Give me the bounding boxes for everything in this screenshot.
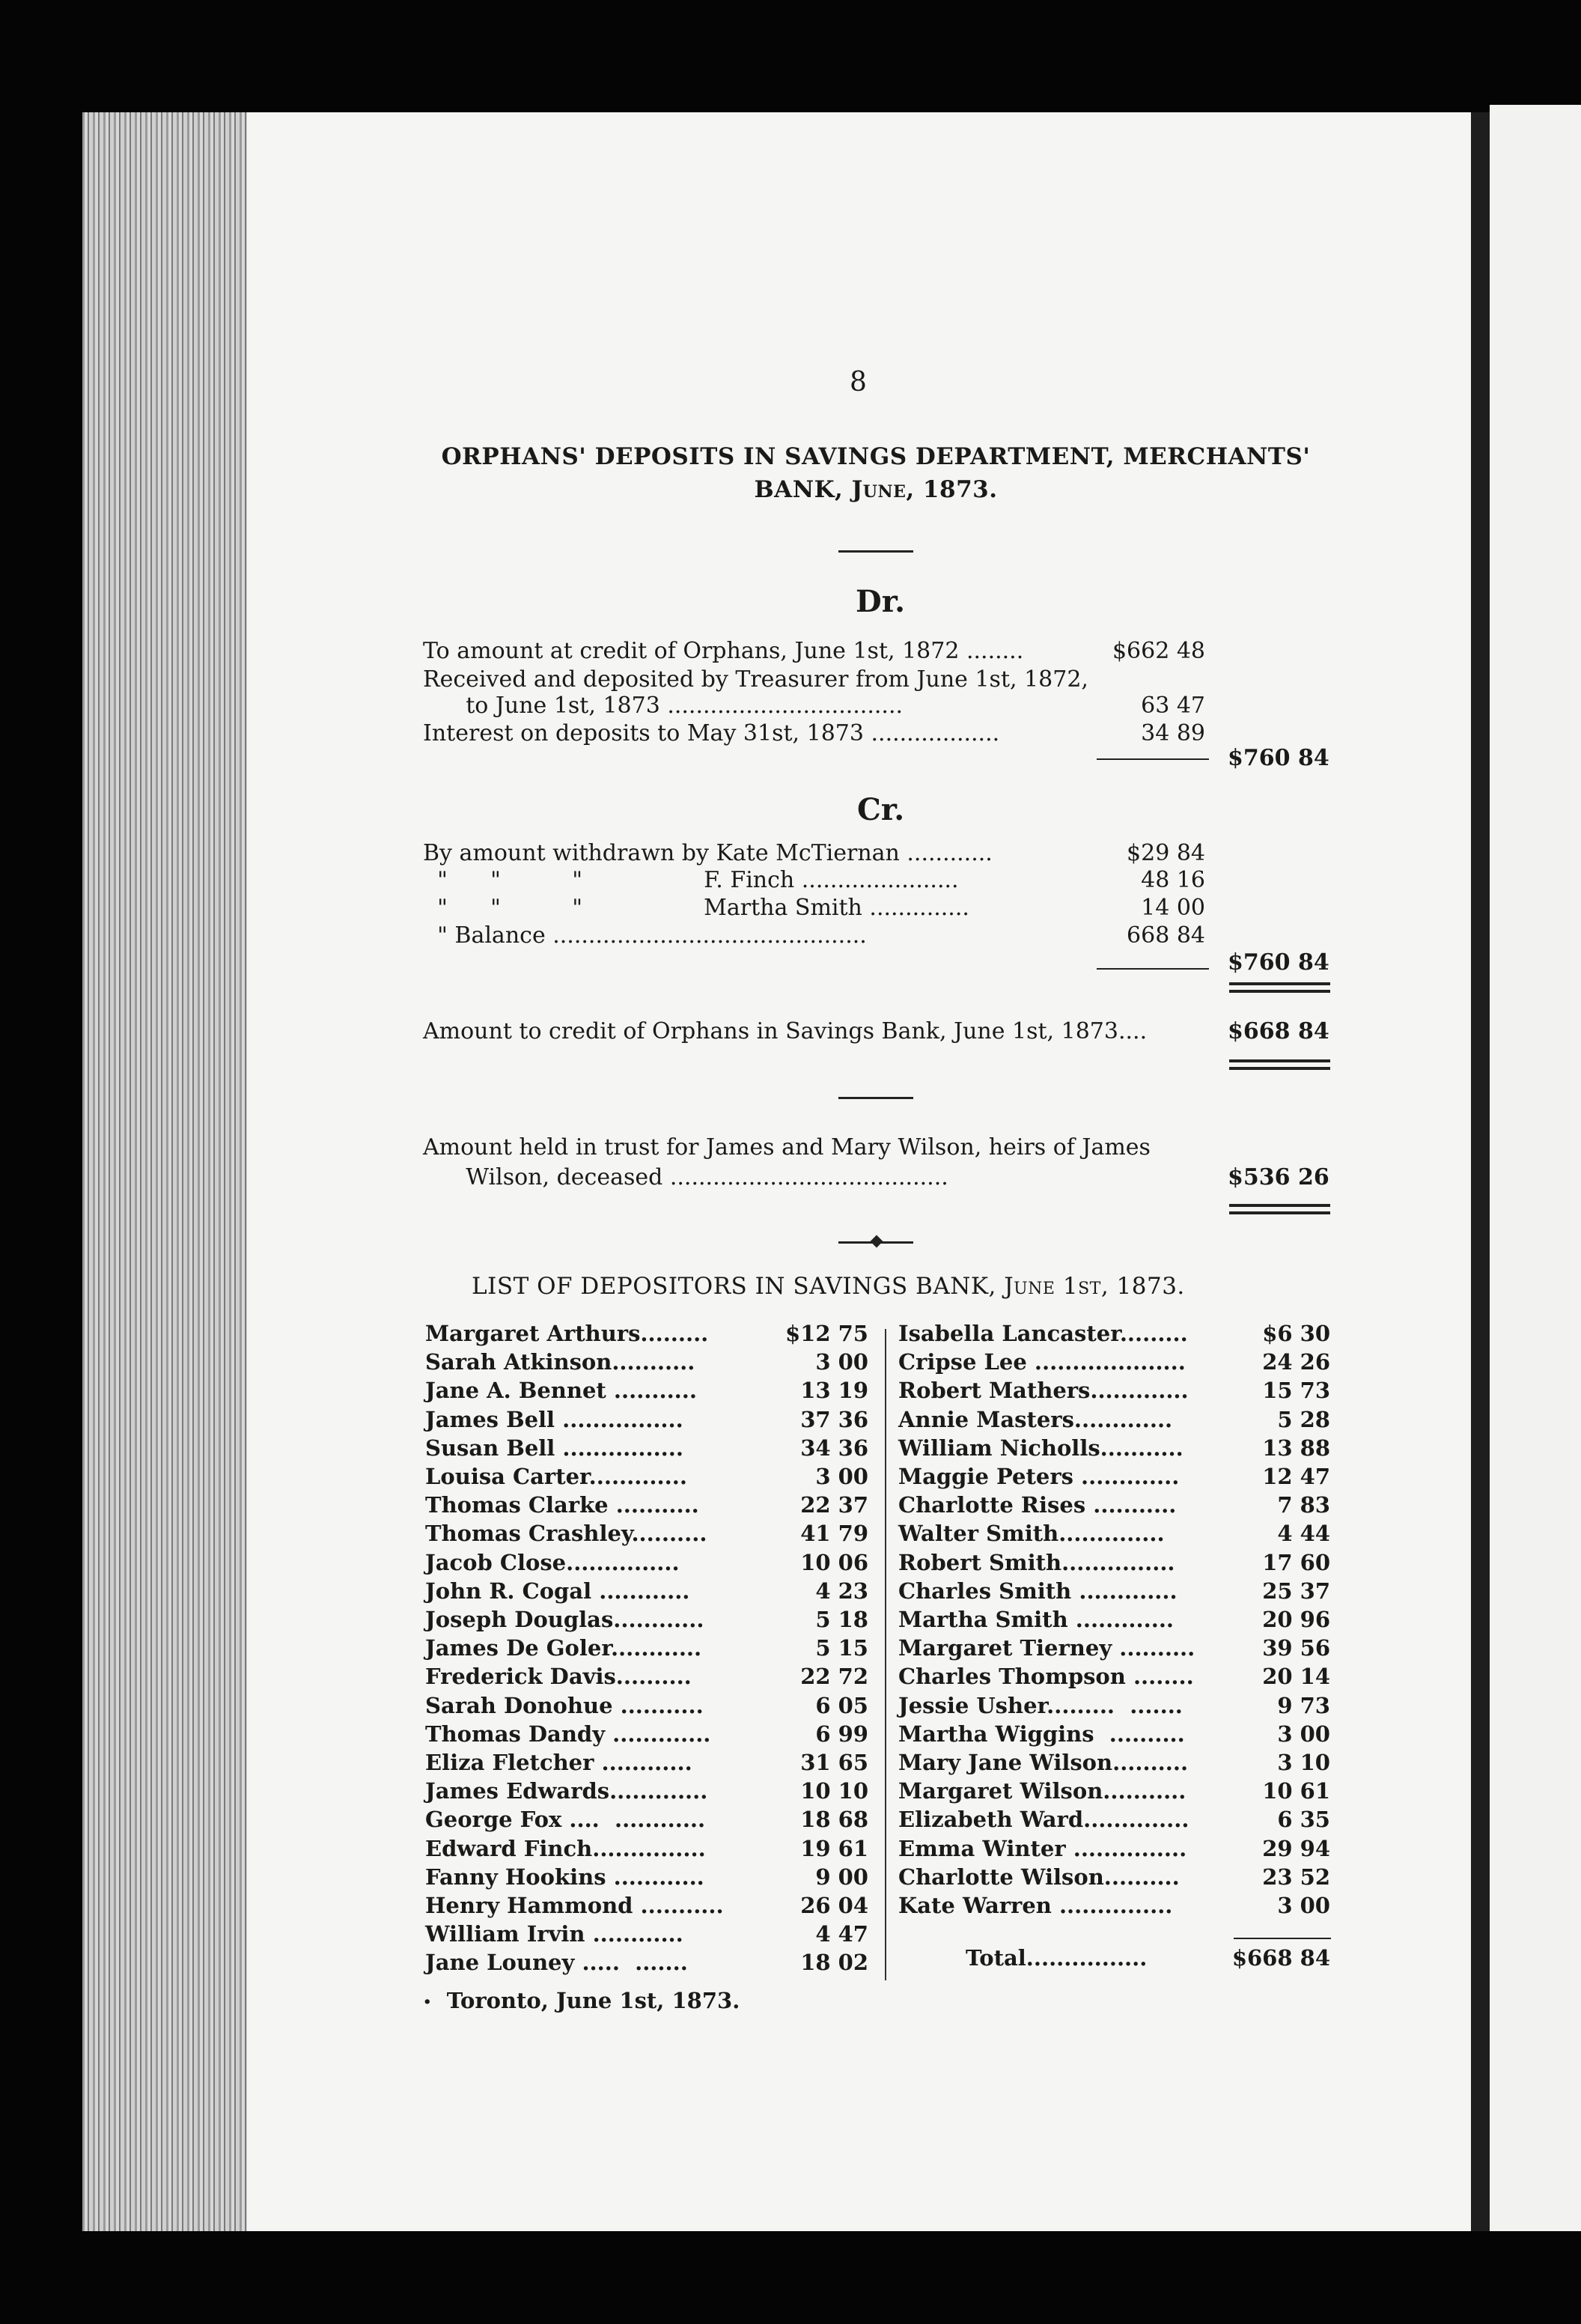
section-rule-1 xyxy=(838,1097,913,1099)
depositor-name: Charlotte Wilson.......... xyxy=(898,1864,1180,1890)
depositor-amount: 4 47 xyxy=(815,1921,868,1947)
dr-line-text: To amount at credit of Orphans, June 1st, 1872 ........ xyxy=(423,638,1024,664)
depositor-amount: 3 00 xyxy=(1277,1721,1330,1747)
depositor-amount: 9 00 xyxy=(815,1864,868,1890)
cr-heading: Cr. xyxy=(857,792,905,827)
title-line-2 xyxy=(419,473,1332,506)
depositor-amount: 31 65 xyxy=(800,1750,868,1775)
cr-line-text: " " " F. Finch ...................... xyxy=(423,867,959,893)
cr-sum-rule xyxy=(1097,968,1209,970)
depositor-name: Charlotte Rises ........... xyxy=(898,1492,1177,1518)
cr-line-text: " " " Martha Smith .............. xyxy=(423,895,969,921)
depositor-name: James Edwards............. xyxy=(425,1778,708,1804)
depositor-name: Edward Finch............... xyxy=(425,1836,706,1861)
depositor-amount: 26 04 xyxy=(800,1893,868,1918)
depositor-amount: 34 36 xyxy=(800,1435,868,1461)
depositor-name: Kate Warren ............... xyxy=(898,1893,1173,1918)
depositor-name: Frederick Davis.......... xyxy=(425,1664,692,1689)
depositor-name: Fanny Hookins ............ xyxy=(425,1864,704,1890)
depositor-amount: 18 02 xyxy=(800,1950,868,1975)
depositor-name: Thomas Crashley.......... xyxy=(425,1521,707,1546)
depositor-name: James Bell ................ xyxy=(425,1407,683,1432)
depositor-amount: 10 10 xyxy=(800,1778,868,1804)
title-year: , 1873. xyxy=(906,476,998,503)
footer-text: Toronto, June 1st, 1873. xyxy=(446,1988,740,2013)
depositor-name: Annie Masters............. xyxy=(898,1407,1173,1432)
page-title xyxy=(419,440,1332,506)
total-label: Total................ xyxy=(966,1945,1148,1971)
dr-heading: Dr. xyxy=(856,584,906,619)
title-line-1: ORPHANS' DEPOSITS IN SAVINGS DEPARTMENT, MERCHANTS' xyxy=(441,443,1311,470)
depositor-amount: 22 37 xyxy=(800,1492,868,1518)
list-title-year: , 1873. xyxy=(1100,1273,1185,1300)
dr-line-text: Received and deposited by Treasurer from June 1st, 1872, xyxy=(423,666,1088,693)
depositor-amount: 29 94 xyxy=(1262,1836,1330,1861)
credit-double-rule-2 xyxy=(1229,1067,1330,1070)
depositor-amount: 3 00 xyxy=(1277,1893,1330,1918)
depositor-name: William Nicholls........... xyxy=(898,1435,1184,1461)
cr-line-amount: $29 84 xyxy=(1127,840,1205,866)
depositor-amount: 13 19 xyxy=(800,1378,868,1403)
depositor-name: Walter Smith.............. xyxy=(898,1521,1165,1546)
depositor-name: Eliza Fletcher ............ xyxy=(425,1750,692,1775)
depositor-amount: 24 26 xyxy=(1262,1349,1330,1375)
depositor-name: Isabella Lancaster......... xyxy=(898,1321,1188,1346)
depositor-amount: 4 44 xyxy=(1277,1521,1330,1546)
depositor-amount: 3 10 xyxy=(1277,1750,1330,1775)
depositor-amount: 39 56 xyxy=(1262,1635,1330,1661)
depositor-name: Thomas Clarke ........... xyxy=(425,1492,699,1518)
cr-double-rule-1 xyxy=(1229,982,1330,985)
footer-note xyxy=(423,1988,740,2013)
depositor-amount: 41 79 xyxy=(800,1521,868,1546)
depositor-name: Mary Jane Wilson.......... xyxy=(898,1750,1189,1775)
depositor-name: Robert Mathers............. xyxy=(898,1378,1189,1403)
trust-line-1: Amount held in trust for James and Mary Wilson, heirs of James xyxy=(423,1134,1151,1161)
page-number: 8 xyxy=(850,367,867,398)
depositor-amount: 3 00 xyxy=(815,1349,868,1375)
dr-line-amount: $662 48 xyxy=(1112,638,1205,664)
credit-line-amount: $668 84 xyxy=(1228,1018,1329,1044)
depositor-amount: 5 28 xyxy=(1277,1407,1330,1432)
facing-page-edge xyxy=(1490,105,1581,2231)
depositor-name: Charles Thompson ........ xyxy=(898,1664,1194,1689)
depositor-name: Thomas Dandy ............. xyxy=(425,1721,711,1747)
depositor-name: George Fox .... ............ xyxy=(425,1807,706,1832)
depositor-amount: 10 61 xyxy=(1262,1778,1330,1804)
depositor-amount: 6 99 xyxy=(815,1721,868,1747)
depositor-name: Emma Winter ............... xyxy=(898,1836,1187,1861)
depositor-amount: 20 96 xyxy=(1262,1607,1330,1632)
depositor-amount: 23 52 xyxy=(1262,1864,1330,1890)
depositor-name: Maggie Peters ............. xyxy=(898,1464,1180,1489)
cr-total: $760 84 xyxy=(1228,949,1329,976)
depositor-name: Margaret Arthurs......... xyxy=(425,1321,709,1346)
cr-line-amount: 48 16 xyxy=(1141,867,1205,893)
depositor-name: William Irvin ............ xyxy=(425,1921,683,1947)
credit-double-rule-1 xyxy=(1229,1059,1330,1062)
list-title-date: June 1st xyxy=(1004,1273,1101,1300)
footnote-bullet: • xyxy=(423,1994,432,2010)
cr-line-text: By amount withdrawn by Kate McTiernan ............ xyxy=(423,840,993,866)
depositor-name: Cripse Lee .................... xyxy=(898,1349,1186,1375)
depositor-amount: 7 83 xyxy=(1277,1492,1330,1518)
dr-total: $760 84 xyxy=(1228,745,1329,771)
column-divider xyxy=(885,1329,886,1980)
title-text: BANK, xyxy=(754,476,852,503)
depositor-name: Henry Hammond ........... xyxy=(425,1893,724,1918)
depositor-name: Martha Wiggins .......... xyxy=(898,1721,1185,1747)
depositor-amount: 5 15 xyxy=(815,1635,868,1661)
depositor-amount: 4 23 xyxy=(815,1578,868,1604)
depositor-name: John R. Cogal ............ xyxy=(425,1578,690,1604)
depositor-amount: 19 61 xyxy=(800,1836,868,1861)
title-rule xyxy=(838,550,913,553)
depositor-name: Jane Louney ..... ....... xyxy=(425,1950,688,1975)
depositor-name: Martha Smith ............. xyxy=(898,1607,1175,1632)
total-amount: $668 84 xyxy=(1231,1945,1330,1971)
depositor-amount: 6 35 xyxy=(1277,1807,1330,1832)
depositor-name: Jane A. Bennet ........... xyxy=(425,1378,697,1403)
depositor-name: Robert Smith............... xyxy=(898,1550,1175,1575)
cr-line-amount: 14 00 xyxy=(1141,895,1205,921)
credit-line-text: Amount to credit of Orphans in Savings Bank, June 1st, 1873.... xyxy=(423,1018,1148,1044)
depositor-amount: 5 18 xyxy=(815,1607,868,1632)
depositor-name: Joseph Douglas............ xyxy=(425,1607,704,1632)
depositor-name: Sarah Atkinson........... xyxy=(425,1349,695,1375)
depositor-amount: 9 73 xyxy=(1277,1693,1330,1718)
depositor-amount: $6 30 xyxy=(1262,1321,1330,1346)
total-rule xyxy=(1234,1938,1331,1939)
depositor-amount: 25 37 xyxy=(1262,1578,1330,1604)
depositor-amount: 18 68 xyxy=(800,1807,868,1832)
dr-line-text: to June 1st, 1873 ................................. xyxy=(423,693,904,719)
depositor-name: Jessie Usher......... ....... xyxy=(898,1693,1183,1718)
cr-line-amount: 668 84 xyxy=(1127,922,1205,949)
list-title-text: LIST OF DEPOSITORS IN SAVINGS BANK, xyxy=(472,1273,1005,1300)
depositor-name: Sarah Donohue ........... xyxy=(425,1693,704,1718)
trust-line-2: Wilson, deceased ....................................... xyxy=(423,1164,948,1190)
cr-line-text: " Balance ............................................ xyxy=(423,922,867,949)
depositor-name: Jacob Close............... xyxy=(425,1550,680,1575)
depositor-amount: $12 75 xyxy=(785,1321,868,1346)
depositor-name: Margaret Wilson........... xyxy=(898,1778,1186,1804)
title-month: June xyxy=(851,476,907,503)
dr-line-amount: 63 47 xyxy=(1141,693,1205,719)
dr-line-text: Interest on deposits to May 31st, 1873 .................. xyxy=(423,720,1000,746)
cr-double-rule-2 xyxy=(1229,990,1330,993)
depositor-amount: 10 06 xyxy=(800,1550,868,1575)
trust-amount: $536 26 xyxy=(1228,1164,1329,1190)
dr-line-amount: 34 89 xyxy=(1141,720,1205,746)
depositor-amount: 22 72 xyxy=(800,1664,868,1689)
depositor-amount: 13 88 xyxy=(1262,1435,1330,1461)
depositor-amount: 37 36 xyxy=(800,1407,868,1432)
depositor-name: Charles Smith ............. xyxy=(898,1578,1178,1604)
depositor-name: Susan Bell ................ xyxy=(425,1435,683,1461)
depositor-name: Elizabeth Ward.............. xyxy=(898,1807,1189,1832)
depositor-name: Margaret Tierney .......... xyxy=(898,1635,1195,1661)
depositors-list-title xyxy=(472,1273,1185,1300)
dr-sum-rule xyxy=(1097,758,1209,760)
depositor-amount: 15 73 xyxy=(1262,1378,1330,1403)
depositor-amount: 12 47 xyxy=(1262,1464,1330,1489)
depositor-name: Louisa Carter............. xyxy=(425,1464,687,1489)
depositor-amount: 3 00 xyxy=(815,1464,868,1489)
depositor-name: James De Goler............ xyxy=(425,1635,702,1661)
trust-double-rule-2 xyxy=(1229,1211,1330,1214)
depositor-amount: 6 05 xyxy=(815,1693,868,1718)
trust-double-rule-1 xyxy=(1229,1204,1330,1207)
book-page-edges xyxy=(82,112,262,2231)
depositor-amount: 20 14 xyxy=(1262,1664,1330,1689)
depositor-amount: 17 60 xyxy=(1262,1550,1330,1575)
